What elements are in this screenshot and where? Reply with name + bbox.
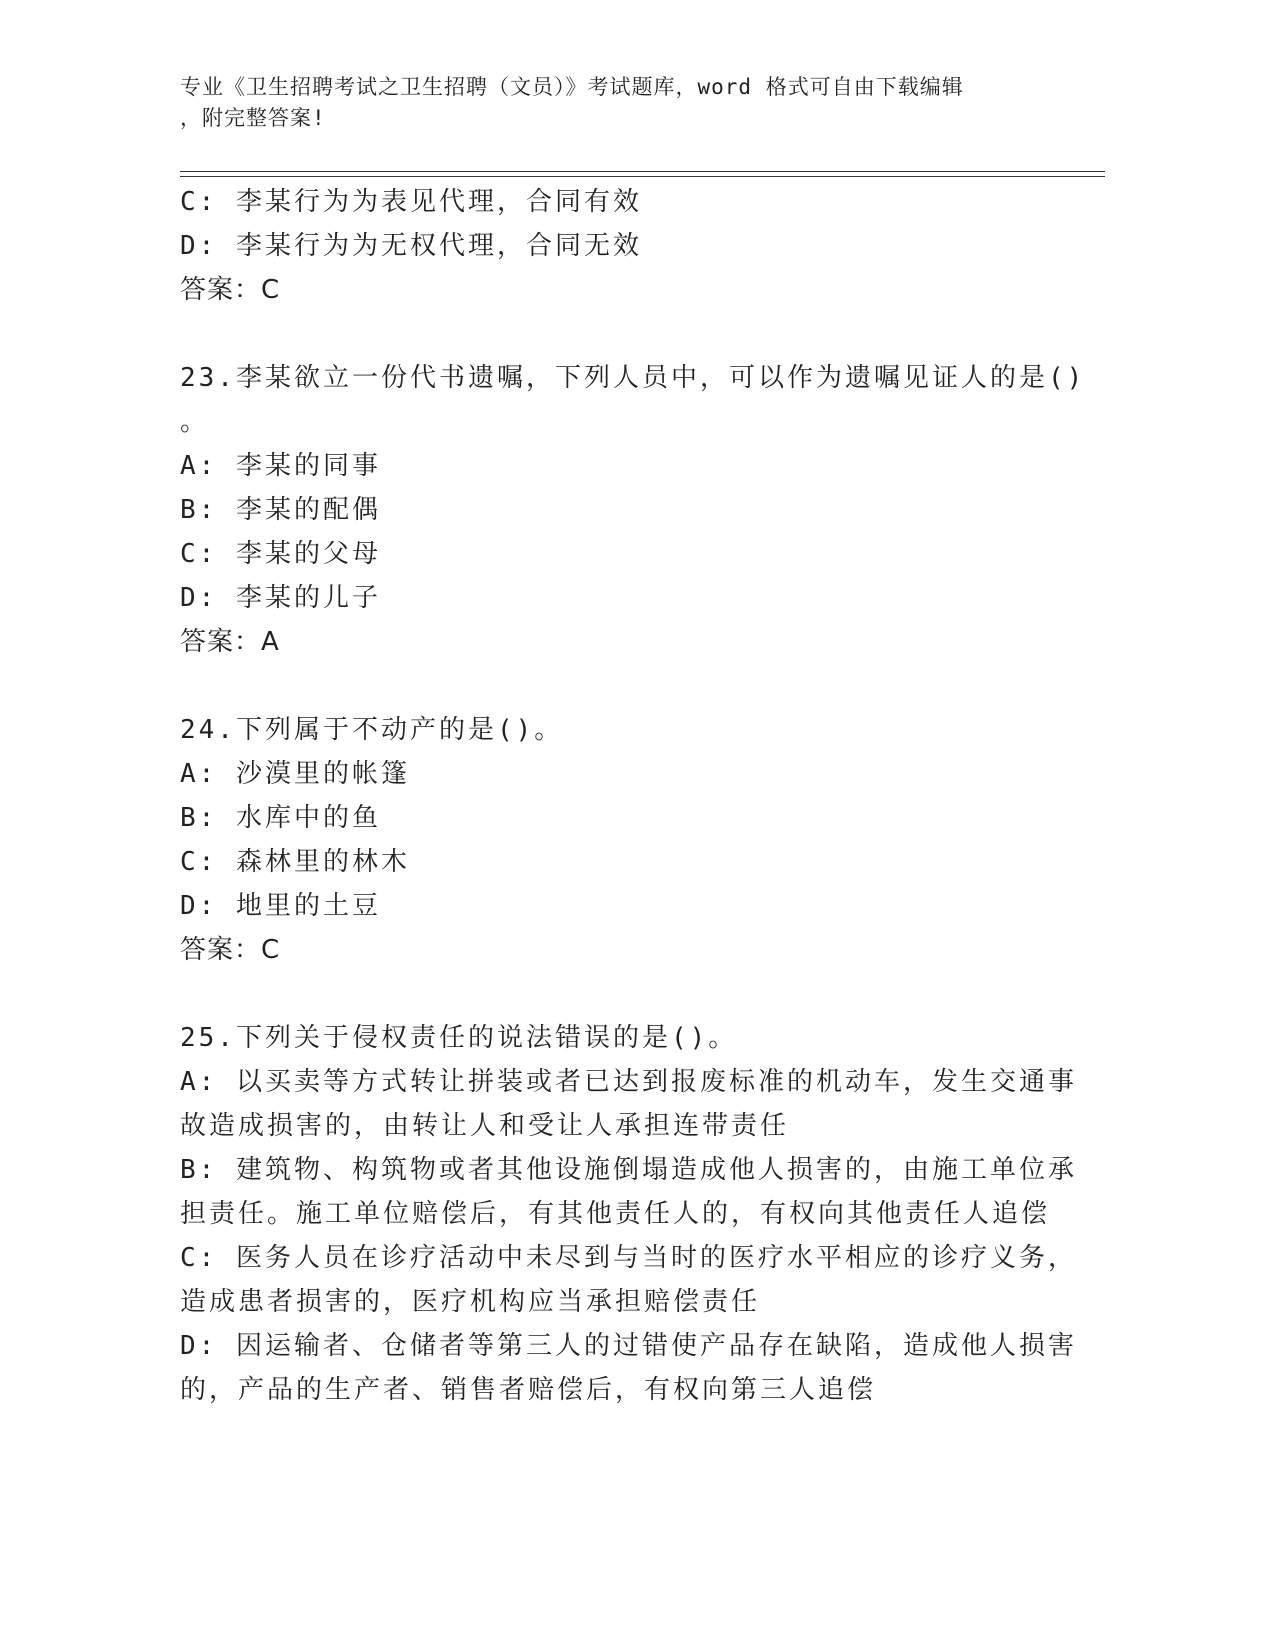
option-a: A: 沙漠里的帐篷 [180,759,410,789]
header-title-line-cont: ，附完整答案! [180,106,326,130]
option-b-cont: 担责任。施工单位赔偿后，有其他责任人的，有权向其他责任人追偿 [180,1199,1051,1229]
option-b: B: 水库中的鱼 [180,803,381,833]
spacer [180,664,1060,708]
answer-line: 答案：A [180,627,280,657]
question-25 [180,1016,1077,1412]
option-b: B: 建筑物、构筑物或者其他设施倒塌造成他人损害的，由施工单位承 [180,1155,1077,1185]
question-stem: 24.下列属于不动产的是()。 [180,715,564,745]
option-b: B: 李某的配偶 [180,495,381,525]
question-24 [180,708,1060,972]
document-header [180,72,1040,134]
option-d: D: 因运输者、仓储者等第三人的过错使产品存在缺陷，造成他人损害 [180,1331,1077,1361]
option-c: C: 森林里的林木 [180,847,410,877]
header-title-line: 专业《卫生招聘考试之卫生招聘（文员）》考试题库，word 格式可自由下载编辑 [180,75,964,99]
header-divider-top [180,171,1105,172]
option-a: A: 李某的同事 [180,451,381,481]
option-a: A: 以买卖等方式转让拼装或者已达到报废标准的机动车，发生交通事 [180,1067,1077,1097]
option-d-cont: 的，产品的生产者、销售者赔偿后，有权向第三人追偿 [180,1375,877,1405]
option-d: D: 李某行为为无权代理，合同无效 [180,231,642,261]
answer-line: 答案：C [180,275,281,305]
option-c-cont: 造成患者损害的，医疗机构应当承担赔偿责任 [180,1287,761,1317]
question-23 [180,356,1086,664]
option-d: D: 李某的儿子 [180,583,381,613]
question-stem-cont: 。 [180,407,207,437]
option-d: D: 地里的土豆 [180,891,381,921]
option-c: C: 李某行为为表见代理，合同有效 [180,187,642,217]
header-divider-bottom [180,176,1105,177]
answer-line: 答案：C [180,935,281,965]
question-stem: 23.李某欲立一份代书遗嘱，下列人员中，可以作为遗嘱见证人的是() [180,363,1086,393]
spacer [180,312,1060,356]
question-stem: 25.下列关于侵权责任的说法错误的是()。 [180,1023,738,1053]
option-c: C: 医务人员在诊疗活动中未尽到与当时的医疗水平相应的诊疗义务， [180,1243,1077,1273]
question-22-tail [180,180,1060,312]
option-a-cont: 故造成损害的，由转让人和受让人承担连带责任 [180,1111,790,1141]
question-list [180,180,1086,1412]
spacer [180,972,1060,1016]
option-c: C: 李某的父母 [180,539,381,569]
